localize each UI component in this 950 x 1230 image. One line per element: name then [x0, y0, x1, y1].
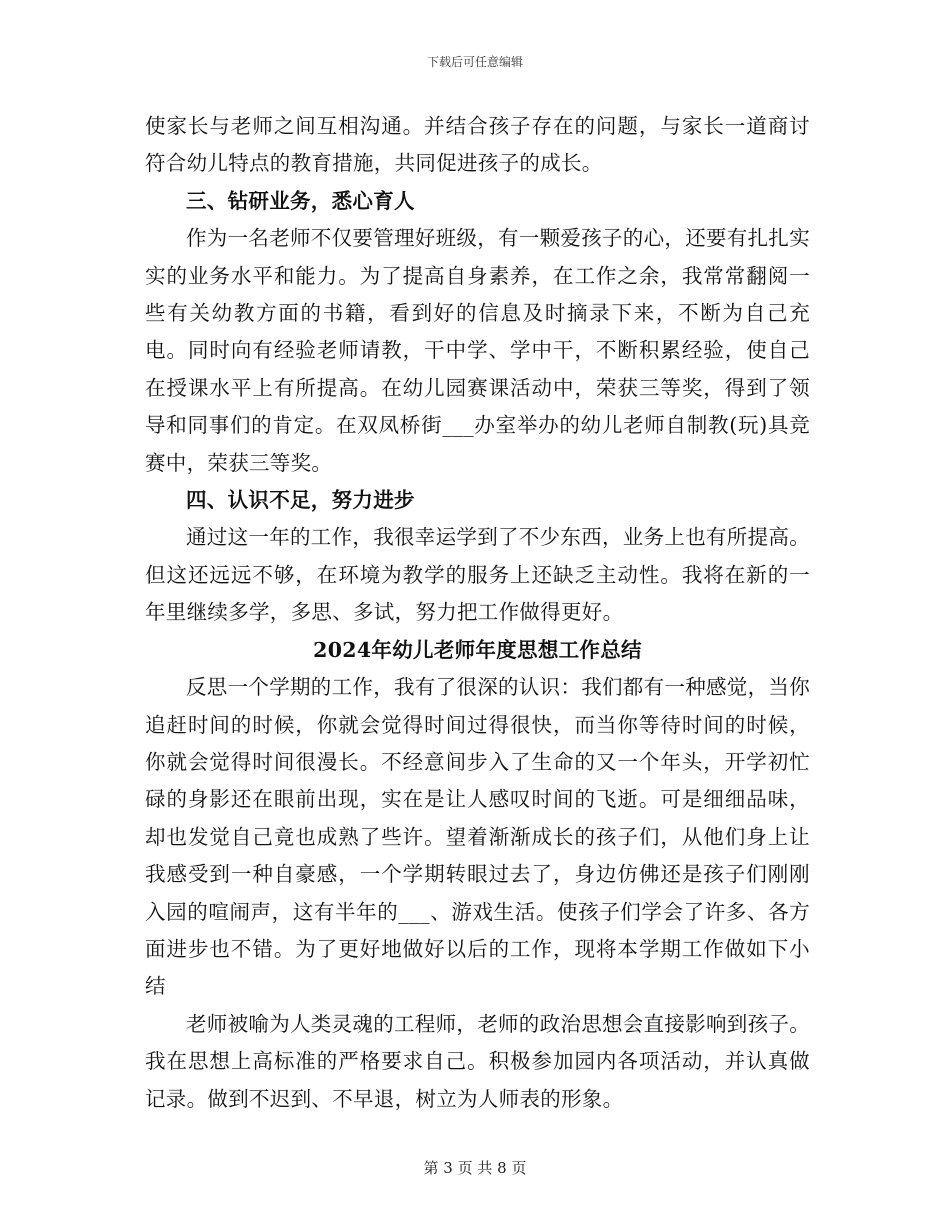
paragraph-shortcomings: 通过这一年的工作，我很幸运学到了不少东西，业务上也有所提高。但这还远远不够，在环境为教学的服务上还缺乏主动性。我将在新的一年里继续多学，多思、多试，努力把工作做得更好。 — [145, 525, 810, 625]
paragraph-reflection: 反思一个学期的工作，我有了很深的认识：我们都有一种感觉，当你追赶时间的时候，你就会觉得时间过得很快，而当你等待时间的时候，你就会觉得时间很漫长。不经意间步入了生命的又一个年头，开学初忙碌的身影还在眼前出现，实在是让人感叹时间的飞逝。可是细细品味，却也发觉自己竟也成熟了些许。望着渐渐成长的孩子们，从他们身上让我感受到一种自豪感，一个学期转眼过去了，身边仿佛还是孩子们刚刚入园的喧闹声，这有半年的___、游戏生活。使孩子们学会了许多、各方面进步也不错。为了更好地做好以后的工作，现将本学期工作做如下小结 — [145, 675, 810, 999]
paragraph-professional-study: 作为一名老师不仅要管理好班级，有一颗爱孩子的心，还要有扎扎实实的业务水平和能力。为了提高自身素养，在工作之余，我常常翻阅一些有关幼教方面的书籍，看到好的信息及时摘录下来，不断为自己充电。同时向有经验老师请教，干中学、学中干，不断积累经验，使自己在授课水平上有所提高。在幼儿园赛课活动中，荣获三等奖，得到了领导和同事们的肯定。在双凤桥街___办室举办的幼儿老师自制教(玩)具竞赛中，荣获三等奖。 — [145, 226, 810, 475]
section-heading-3: 三、钻研业务，悉心育人 — [186, 188, 415, 213]
paragraph-parent-communication: 使家长与老师之间互相沟通。并结合孩子存在的问题，与家长一道商讨符合幼儿特点的教育措施，共同促进孩子的成长。 — [145, 114, 810, 176]
document-title: 2024年幼儿老师年度思想工作总结 — [313, 637, 642, 662]
section-heading-4: 四、认识不足，努力进步 — [186, 488, 415, 513]
document-body — [145, 108, 810, 1118]
page-header: 下载后可任意编辑 — [426, 55, 523, 69]
page-footer: 第 3 页 共 8 页 — [423, 1159, 527, 1177]
paragraph-political-thought: 老师被喻为人类灵魂的工程师，老师的政治思想会直接影响到孩子。我在思想上高标准的严格要求自己。积极参加园内各项活动，并认真做记录。做到不迟到、不早退，树立为人师表的形象。 — [145, 1011, 810, 1111]
